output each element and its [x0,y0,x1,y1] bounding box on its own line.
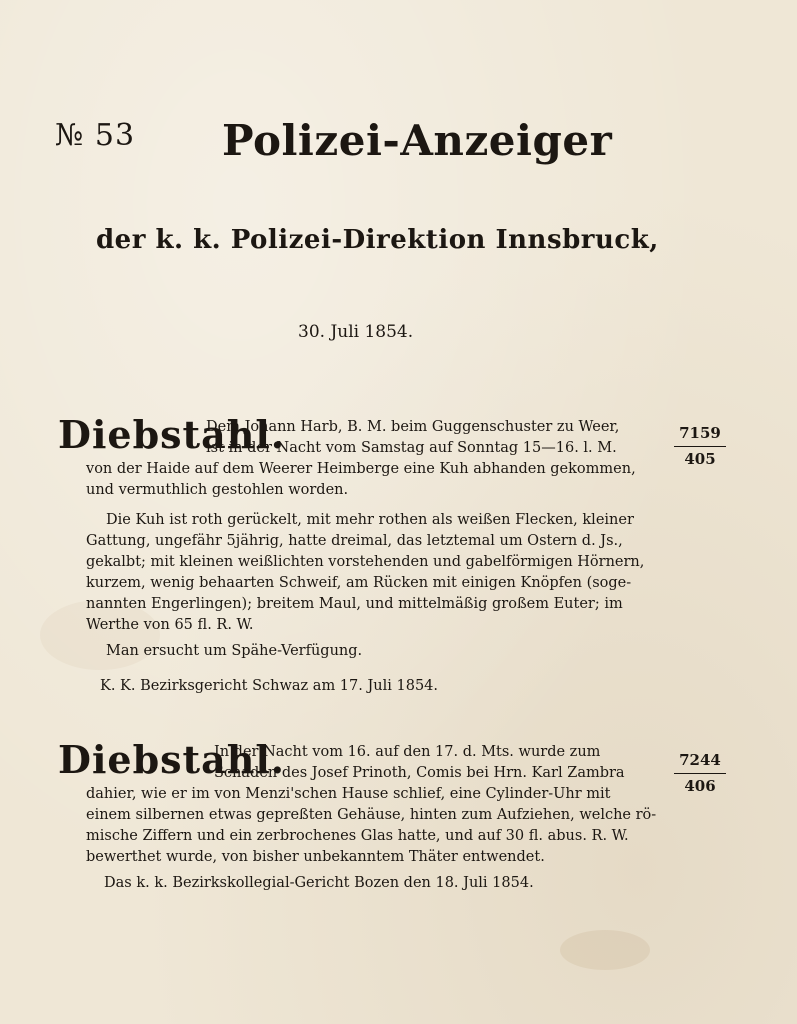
page-title: Polizei-Anzeiger [222,116,613,165]
entry-text-line: und vermuthlich gestohlen worden. [86,482,349,498]
entry-heading: Diebstahl. [58,412,285,457]
page-subtitle: der k. k. Polizei-Direktion Innsbruck, [96,225,659,255]
entry-signature: K. K. Bezirksgericht Schwaz am 17. Juli 1854. [100,678,439,694]
entry-text-line: kurzem, wenig behaarten Schweif, am Rücken mit einigen Knöpfen (soge- [86,575,632,591]
entry-text-line: Dem Johann Harb, B. M. beim Guggenschuster zu Weer, [206,419,620,435]
entry-text-line: mische Ziffern und ein zerbrochenes Glas hatte, und auf 30 fl. abus. R. W. [86,828,629,844]
reference-number [674,423,726,469]
fraction-bar [674,773,726,774]
entry-text-line: dahier, wie er im von Menzi'schen Hause schlief, eine Cylinder-Uhr mit [86,786,611,802]
issue-date: 30. Juli 1854. [298,322,414,342]
entry-text-line: Die Kuh ist roth gerückelt, mit mehr rothen als weißen Flecken, kleiner [106,512,634,528]
reference-numerator: 7244 [679,751,721,769]
issue-number: № 53 [55,118,136,153]
entry-heading: Diebstahl. [58,737,285,782]
reference-numerator: 7159 [679,424,721,442]
entry-text-line: einem silbernen etwas gepreßten Gehäuse, hinten zum Aufziehen, welche rö- [86,807,657,823]
entry-signature: Das k. k. Bezirkskollegial-Gericht Bozen den 18. Juli 1854. [104,875,534,891]
entry-text-line: nannten Engerlingen); breitem Maul, und mittelmäßig großem Euter; im [86,596,623,612]
entry-text-line: Man ersucht um Spähe-Verfügung. [106,643,363,659]
entry-text-line: In der Nacht vom 16. auf den 17. d. Mts. wurde zum [214,744,601,760]
entry-text-line: ist in der Nacht vom Samstag auf Sonntag 15—16. l. M. [206,440,617,456]
reference-number [674,750,726,796]
paper-stain [560,930,650,970]
entry-text-line: gekalbt; mit kleinen weißlichten vorstehenden und gabelförmigen Hörnern, [86,554,645,570]
entry-text-line: bewerthet wurde, von bisher unbekanntem Thäter entwendet. [86,849,545,865]
reference-denominator: 406 [684,777,716,795]
entry-text-line: Werthe von 65 fl. R. W. [86,617,254,633]
entry-text-line: von der Haide auf dem Weerer Heimberge eine Kuh abhanden gekommen, [86,461,636,477]
entry-text-line: Schaden des Josef Prinoth, Comis bei Hrn. Karl Zambra [214,765,625,781]
fraction-bar [674,446,726,447]
entry-text-line: Gattung, ungefähr 5jährig, hatte dreimal, das letztemal um Ostern d. Js., [86,533,623,549]
reference-denominator: 405 [684,450,716,468]
